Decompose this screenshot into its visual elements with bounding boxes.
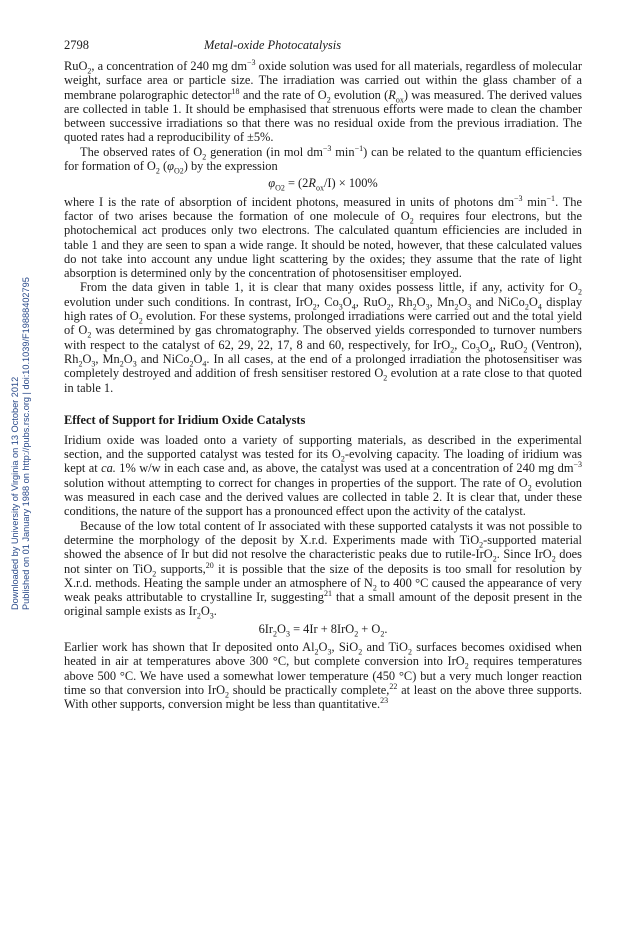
running-title: Metal-oxide Photocatalysis	[204, 38, 342, 52]
equation-iridium-decomposition: $6Ir_2O_3 = 4Ir + 8IrO_2 + O_2$.	[258, 621, 388, 639]
paragraph-6: Because of the low total content of Ir associated with these supported catalysts it was not possible to determine the morphology of the deposit by X.r.d. Experiments made with TiO$_2$-supported material showed the absence of Ir but did not resolve the characteristic peaks due to rutile-IrO$_2$. Since IrO$_2$ does not sinter on TiO$_2$ supports,$^{20}$ it is possible that the size of the deposits is too small for resolution by X.r.d. methods. Heating the sample under an atmosphere of $N_2$ to 400 °C caused the appearance of very weak peaks attributable to crystalline Ir, suggesting$^{21}$ that a small amount of the deposit present in the original sample exists as $Ir_2O_3$.	[64, 518, 583, 621]
paragraph-5: Iridium oxide was loaded onto a variety of supporting materials, as described in the experimental section, and the supported catalyst was tested for its $O_2$-evolving capacity. The loading of iridium was kept at ca. 1% w/w in each case and, as above, the catalyst was used at a concentration of 240 mg $dm^{-3}$ solution without attempting to correct for changes in properties of the support. The rate of $O_2$ evolution was measured in each case and the derived values are collected in table 2. It is clear that, under these conditions, the nature of the support has a pronounced effect upon the activity of the catalyst.	[64, 432, 583, 519]
paragraph-4: From the data given in table 1, it is clear that many oxides possess little, if any, activity for $O_2$ evolution under such conditions. In contrast, IrO$_2$, $Co_3O_4$, RuO$_2$, $Rh_2O_3$, $Mn_2O_3$ and $NiCo_2O_4$ display high rates of $O_2$ evolution. For these systems, prolonged irradiations were carried out and the total yield of $O_2$ was determined by gas chromatography. The observed yields corresponded to turnover numbers with respect to the catalyst of 62, 29, 22, 17, 8 and 60, respectively, for IrO$_2$, $Co_3O_4$, RuO$_2$ (Ventron), $Rh_2O_3$, $Mn_2O_3$ and $NiCo_2O_4$. In all cases, at the end of a prolonged irradiation the photosensitiser was completely destroyed and addition of fresh sensitiser restored $O_2$ evolution at a rate close to that quoted in table 1.	[64, 280, 583, 395]
page-header	[64, 38, 582, 53]
download-notice: Downloaded by University of Virginia on 13 October 2012	[10, 376, 20, 610]
page-number: 2798	[64, 38, 89, 52]
paragraph-2: The observed rates of $O_2$ generation (in mol $dm^{-3}$ $\min^{-1}$) can be related to the quantum efficiencies for formation of $O_2$ $(\varphi_{O2})$ by the expression	[64, 143, 583, 176]
section-heading: Effect of Support for Iridium Oxide Catalysts	[64, 412, 306, 427]
paragraph-1: RuO$_2$, a concentration of 240 mg $dm^{-3}$ oxide solution was used for all materials, regardless of molecular weight, surface area or particle size. The irradiation was carried out within the glass chamber of a membrane polarographic detector$^{18}$ and the rate of $O_2$ evolution $(R_{ox})$ was measured. The derived values are collected in table 1. It should be emphasised that strenuous efforts were made to clean the chamber between successive irradiations so that there was no residual oxide from the previous irradiation. The quoted rates had a reproducibility of ±5%.	[64, 57, 582, 145]
paper-page	[64, 38, 582, 711]
publication-notice: Published on 01 January 1988 on http://pubs.rsc.org | doi:10.1039/F19888402795	[21, 277, 31, 610]
paragraph-3: where I is the rate of absorption of incident photons, measured in units of photons $dm^{-3}$ $\min^{-1}$. The factor of two arises because the formation of one molecule of $O_2$ requires four electrons, but the photochemical act produces only two electrons. The calculated quantum efficiencies are included in table 1 and they are seen to span a wide range. It should be noted, however, that these calculated values do not take into account any undue light scattering by the oxides; they assume that the rate of light absorption is determined only by the concentration of photosensitiser employed.	[64, 193, 582, 281]
equation-quantum-efficiency: $\varphi_{O2} = (2R_{ox}/I) \times 100\%$	[268, 176, 378, 193]
paragraph-7: Earlier work has shown that Ir deposited onto $Al_2O_3$, SiO$_2$ and TiO$_2$ surfaces becomes oxidised when heated in air at temperatures above 300 °C, but complete conversion into IrO$_2$ requires temperatures above 500 °C. We have used a somewhat lower temperature (450 °C) but a very much longer reaction time so that conversion into IrO$_2$ should be practically complete,$^{22}$ at least on the above three supports. With other supports, conversion might be less than quantitative.$^{23}$	[64, 639, 582, 712]
download-watermark	[2, 170, 31, 610]
